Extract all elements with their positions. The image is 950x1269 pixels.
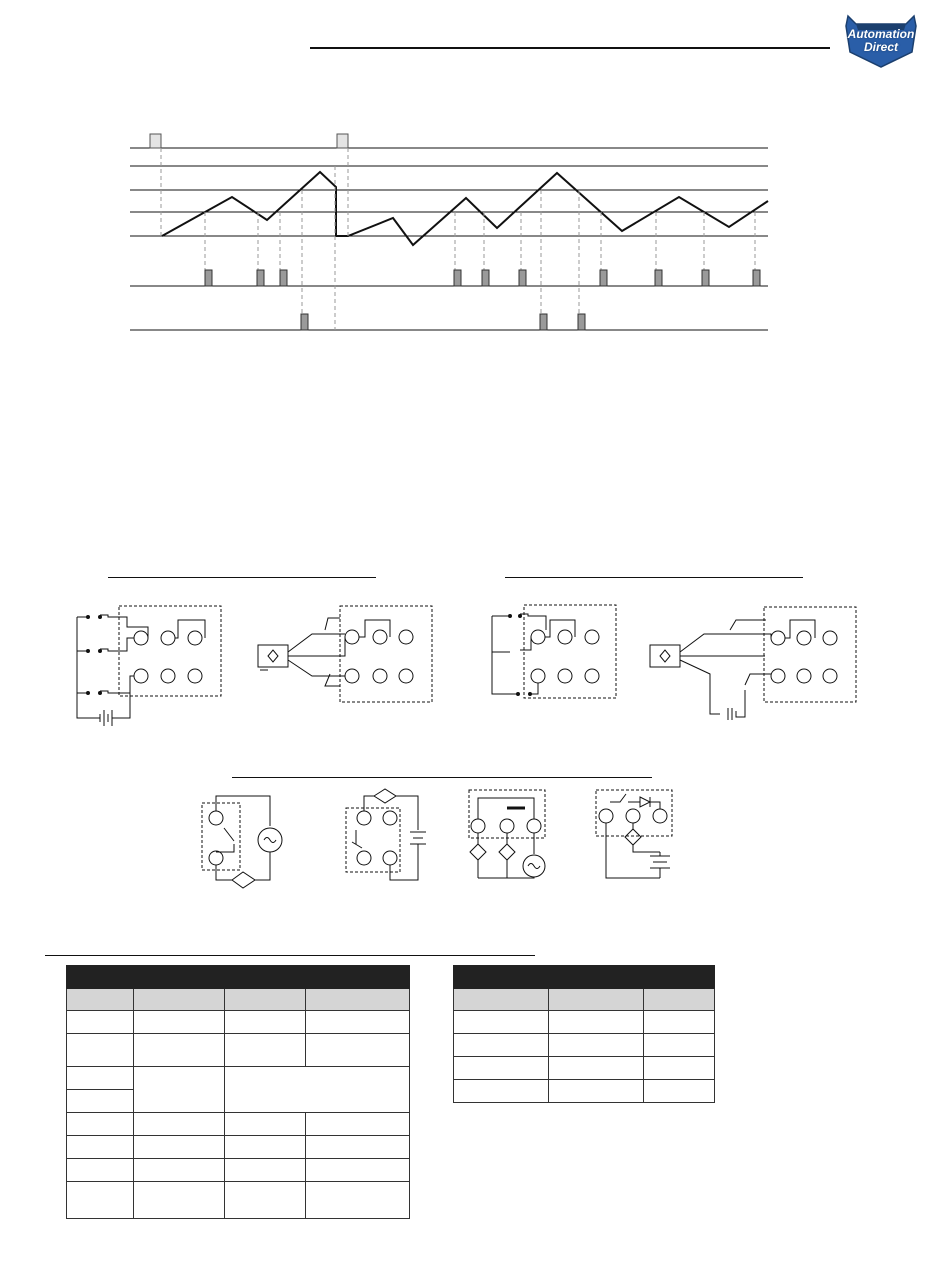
output-2-pulses [301, 314, 585, 330]
table-row [67, 1113, 410, 1136]
spec-table-right-title [454, 966, 715, 989]
spec-table-left-header [306, 989, 410, 1011]
spec-table-left-header [134, 989, 225, 1011]
spec-table-left-header [225, 989, 306, 1011]
timing-level-lines [130, 148, 768, 330]
spec-table-left-title [67, 966, 410, 989]
output-section-rule [232, 777, 652, 778]
relay-output-diagram [202, 796, 282, 888]
timing-chart [0, 0, 950, 360]
table-row [454, 1057, 715, 1080]
contact-input-diagram-1 [77, 606, 221, 726]
pnp-output-diagram [596, 790, 672, 878]
table-row [67, 1182, 410, 1219]
count-waveform [162, 172, 768, 245]
wiring-section-rule-right [505, 577, 803, 578]
sensor-input-diagram-1 [258, 606, 432, 702]
spec-table-right [453, 965, 715, 1103]
output-diagrams [0, 786, 950, 906]
timing-guides [161, 148, 755, 330]
table-row [67, 1159, 410, 1182]
spec-table-right-header [549, 989, 644, 1011]
table-row [454, 1011, 715, 1034]
table-row [67, 1067, 410, 1090]
ac-output-diagram [469, 790, 545, 878]
spec-table-right-header [454, 989, 549, 1011]
wiring-section-rule-left [108, 577, 376, 578]
output-1-pulses [205, 270, 760, 286]
logo-line-2: Direct [863, 40, 898, 54]
table-row [454, 1034, 715, 1057]
spec-table-left-header [67, 989, 134, 1011]
spec-section-rule [45, 955, 535, 956]
contact-input-diagram-2 [492, 605, 616, 698]
table-row [454, 1080, 715, 1103]
spec-table-right-header [644, 989, 715, 1011]
reset-pulses [150, 134, 348, 148]
table-row [67, 1034, 410, 1067]
logo-line-1: Automation [847, 27, 915, 41]
table-row [67, 1136, 410, 1159]
sensor-input-diagram-2 [650, 607, 856, 720]
npn-output-diagram [346, 789, 426, 880]
table-row [67, 1011, 410, 1034]
spec-table-left [66, 965, 410, 1219]
